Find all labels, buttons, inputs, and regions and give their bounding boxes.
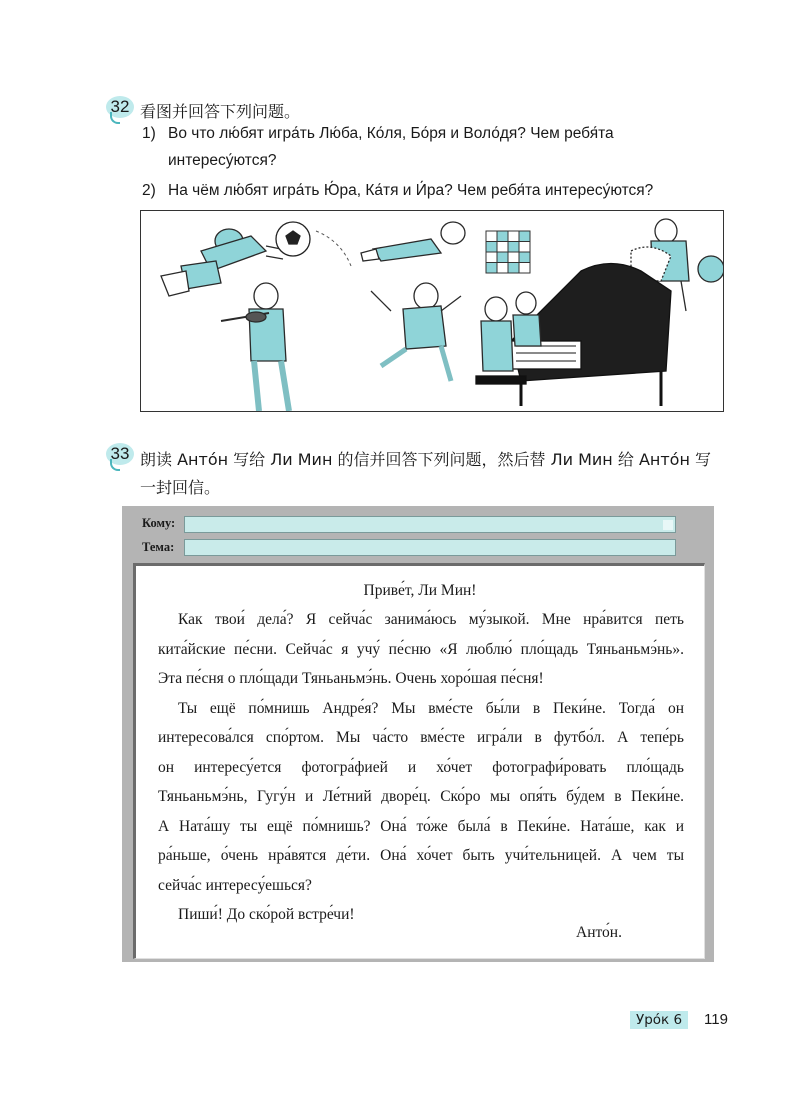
letter-line: Как твои́ дела́? Я сейча́с занима́юсь му́зыкой. Мне нра́вится петь — [178, 611, 684, 628]
exercise-title — [140, 446, 740, 502]
letter-line: кита́йские пе́сни. Сейча́с я учу́ пе́сню «Я люблю́ пло́щадь Тяньаньмэ́нь». — [158, 640, 684, 658]
exercise-number: 33 — [110, 444, 130, 463]
jumping-boy-figure — [371, 283, 461, 381]
letter-line: он интересу́ется фотогра́фией и хо́чет фотографи́ровать пло́щадь — [158, 758, 684, 776]
page-number: 119 — [704, 1011, 728, 1028]
question-text: На чём лю́бят игра́ть Ю́ра, Ка́тя и И́ра? Чем ребя́та интересу́ются? — [168, 182, 654, 199]
soccer-ball — [276, 222, 310, 256]
to-field[interactable] — [184, 516, 676, 533]
letter-signature: Анто́н. — [576, 924, 622, 941]
question-text: Во что лю́бят игра́ть Лю́ба, Ко́ля, Бо́ря и Воло́дя? Чем ребя́та — [168, 125, 614, 142]
lesson-badge: Уро́к 6 — [630, 1011, 688, 1029]
to-field-scroll — [663, 520, 673, 530]
letter-line: интересова́лся спо́ртом. Мы ча́сто вме́сте игра́ли в футбо́л. А тепе́рь — [158, 729, 684, 746]
letter-line: Тяньаньмэ́нь, Гугу́н и Ле́тний дворе́ц. Ско́ро мы опя́ть бу́дем в Пеки́не. — [158, 788, 684, 805]
illustration-kids-playing — [140, 210, 724, 412]
question-number: 2) — [142, 182, 156, 199]
violin-girl-figure — [221, 283, 289, 411]
letter-line: сейча́с интересу́ешься? — [158, 876, 312, 894]
illustration-drawing — [141, 211, 723, 411]
letter-line: А Ната́шу ты ещё по́мнишь? Она́ то́же была́ в Пеки́не. Ната́ше, как и — [158, 817, 684, 835]
exercise-title-line-1: 朗读 Анто́н 写给 Ли Мин 的信并回答下列问题，然后替 Ли Мин 给 Анто́н 写 — [140, 450, 712, 469]
email-window — [122, 506, 714, 962]
email-body — [133, 563, 705, 959]
exercise-number-badge — [106, 96, 134, 122]
girl-lying-figure — [361, 222, 465, 261]
letter-line: ра́ньше, о́чень нра́вятся де́ти. Она́ хо́чет быть учи́тельницей. А чем ты — [158, 847, 684, 864]
chessboard — [486, 231, 530, 273]
exercise-number-badge — [106, 443, 134, 469]
to-label: Кому: — [142, 516, 176, 530]
exercise-title: 看图并回答下列问题。 — [140, 102, 301, 121]
letter-line: Пиши́! До ско́рой встре́чи! — [178, 906, 355, 923]
letter-line: Ты ещё по́мнишь Андре́я? Мы вме́сте бы́ли в Пеки́не. Тогда́ он — [178, 699, 684, 717]
subject-field[interactable] — [184, 539, 676, 556]
subject-label: Тема: — [142, 540, 175, 554]
question-number: 1) — [142, 125, 156, 142]
exercise-number: 32 — [110, 97, 130, 116]
question-text-cont: интересу́ются? — [168, 152, 277, 169]
exercise-title-line-2: 一封回信。 — [140, 478, 221, 497]
letter-greeting: Приве́т, Ли Мин! — [363, 582, 477, 599]
question-2 — [142, 177, 732, 204]
question-1 — [142, 120, 702, 174]
letter-line: Эта пе́сня о пло́щади Тяньаньмэ́нь. Очень хоро́шая пе́сня! — [158, 670, 544, 687]
